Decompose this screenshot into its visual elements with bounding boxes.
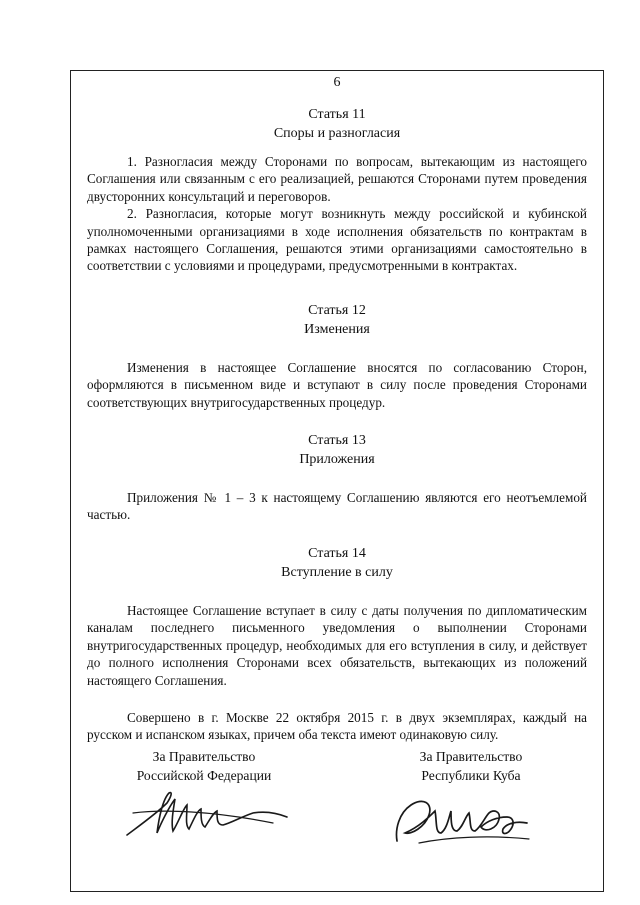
page-number: 6	[333, 75, 341, 90]
article-14-title: Вступление в силу	[281, 564, 393, 580]
article-13-heading: Статья 13	[308, 433, 366, 449]
article-13-paragraph-1: Приложения № 1 – 3 к настоящему Соглашению являются его неотъемлемой частью.	[87, 490, 587, 523]
article-14-paragraph-1: Настоящее Соглашение вступает в силу с даты получения по дипломатическим каналам последнего письменного уведомления о выполнении Сторонами внутригосударственных процедур, необходимых для его вступления в силу, и действует до полного исполнения Сторонами всех обязательств, вытекающих из положений настоящего Соглашения.	[87, 602, 587, 688]
article-11-title: Споры и разногласия	[273, 126, 401, 141]
article-12-title: Изменения	[304, 321, 370, 337]
signatory-cuba-line2: Республики Куба	[421, 768, 521, 783]
signatory-russia	[119, 747, 289, 785]
article-12-paragraph-1: Изменения в настоящее Соглашение вносятся по согласованию Сторон, оформляются в письменном виде и вступают в силу после проведения Сторонами соответствующих внутригосударственных процедур.	[87, 359, 587, 410]
signatory-russia-line2: Российской Федерации	[136, 768, 272, 783]
signatory-cuba-line1: За Правительство	[419, 749, 523, 764]
closing-paragraph: Совершено в г. Москве 22 октября 2015 г. в двух экземплярах, каждый на русском и испанском языках, причем оба текста имеют одинаковую силу.	[87, 709, 587, 743]
article-11-paragraph-2: 2. Разногласия, которые могут возникнуть между российской и кубинской уполномоченными организациями в ходе исполнения обязательств по контрактам в рамках настоящего Соглашения, решаются этими организациями самостоятельно в соответствии с условиями и процедурами, предусмотренными в контрактах.	[87, 206, 587, 274]
article-11-paragraph-1: 1. Разногласия между Сторонами по вопросам, вытекающим из настоящего Соглашения или связанным с его реализацией, решаются Сторонами путем проведения двусторонних консультаций и переговоров.	[87, 154, 587, 204]
signature-russia	[123, 783, 293, 843]
document-frame	[70, 70, 604, 892]
article-12-heading: Статья 12	[308, 302, 366, 318]
document-body	[87, 105, 587, 744]
signatory-cuba	[391, 747, 551, 785]
article-11-heading: Статья 11	[308, 107, 366, 122]
article-14-heading: Статья 14	[308, 545, 366, 561]
signature-cuba	[389, 787, 539, 851]
signatory-russia-line1: За Правительство	[152, 749, 256, 764]
article-13-title: Приложения	[299, 452, 375, 468]
